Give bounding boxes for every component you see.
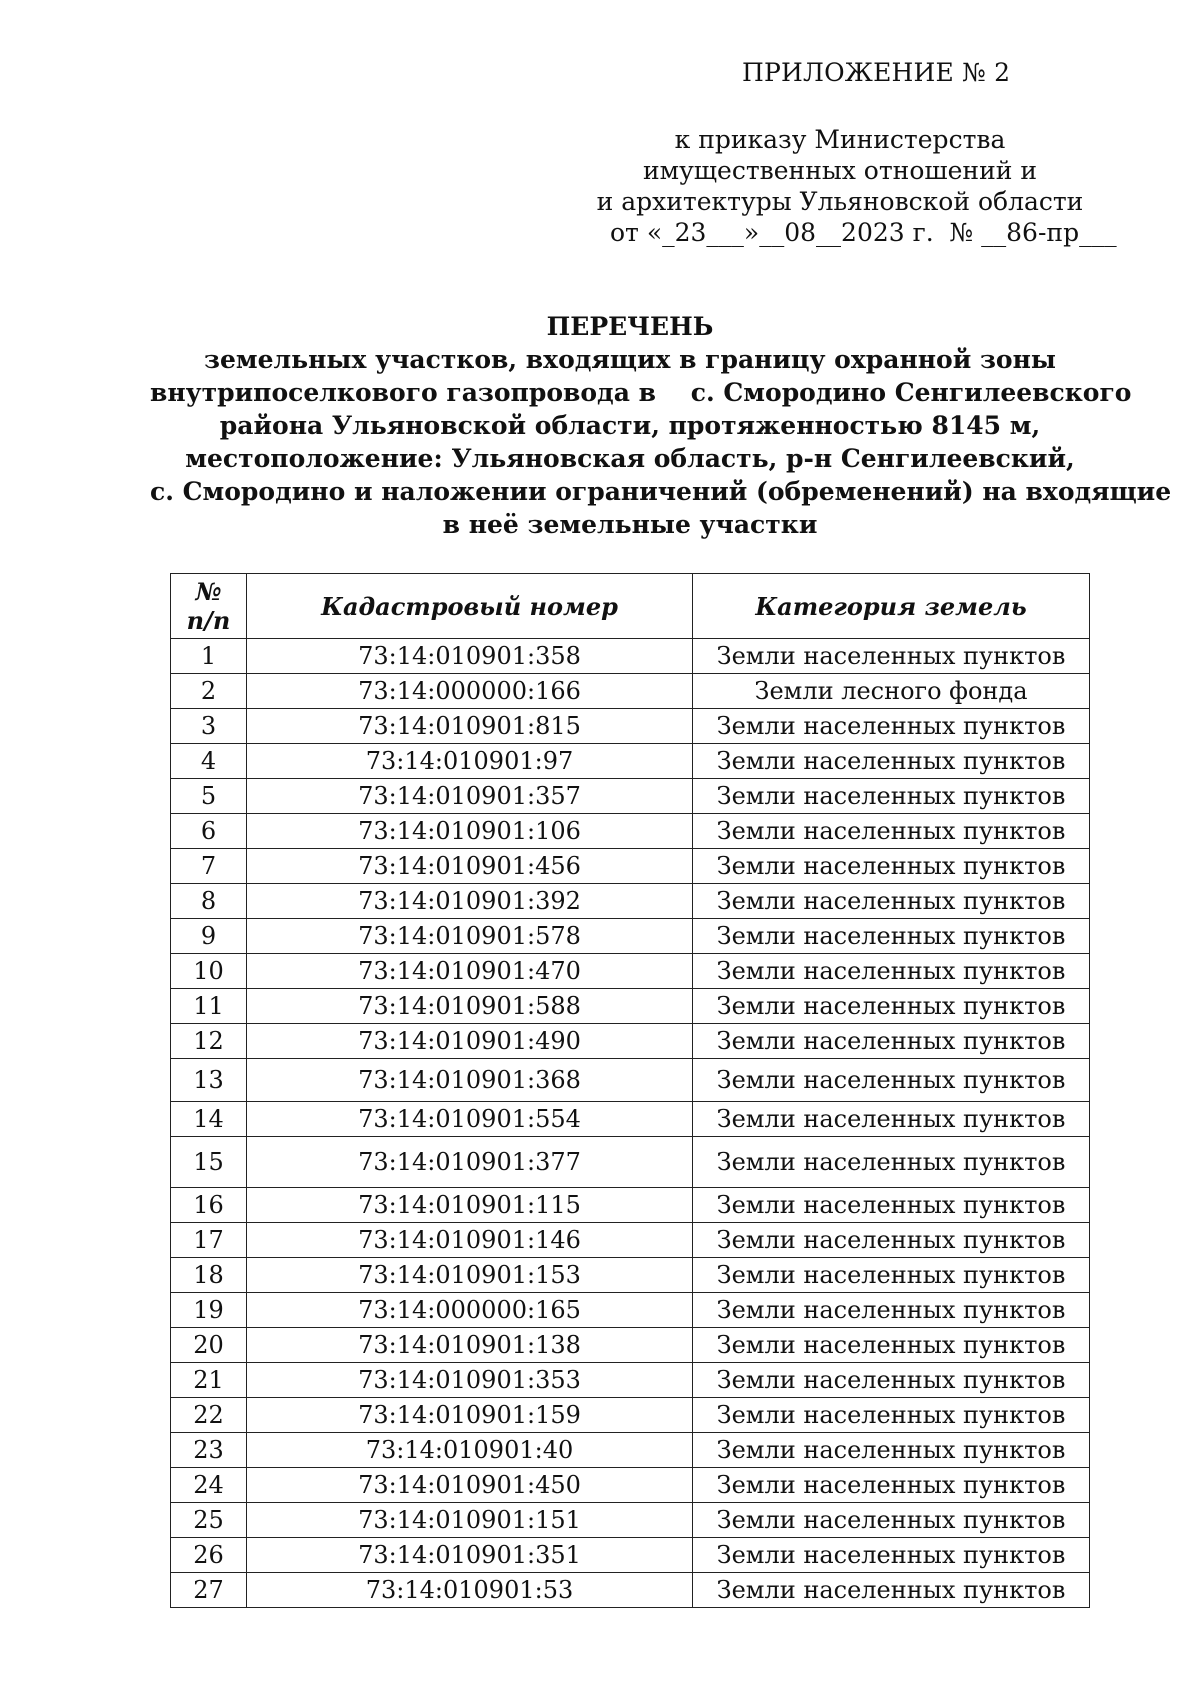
title-line: ПЕРЕЧЕНЬ [546,312,714,341]
row-number: 24 [171,1468,247,1503]
table-row [171,1433,1090,1468]
header-number-line2: п/п [186,606,231,635]
row-number: 27 [171,1573,247,1608]
title-line: внутрипоселкового газопровода в с. Смородино Сенгилеевского [150,378,1132,407]
table-row [171,919,1090,954]
cadastral-number: 73:14:010901:146 [247,1223,693,1258]
row-number: 8 [171,884,247,919]
land-category: Земли населенных пунктов [693,1363,1090,1398]
title-line: местоположение: Ульяновская область, р-н Сенгилеевский, [185,444,1075,473]
cadastral-number: 73:14:010901:115 [247,1188,693,1223]
order-date-number: от «_23___»__08__2023 г. № __86-пр___ [610,218,1117,247]
row-number: 12 [171,1024,247,1059]
land-category: Земли населенных пунктов [693,709,1090,744]
cadastral-number: 73:14:010901:358 [247,639,693,674]
cadastral-number: 73:14:010901:456 [247,849,693,884]
land-category: Земли населенных пунктов [693,1328,1090,1363]
row-number: 16 [171,1188,247,1223]
table-row [171,814,1090,849]
land-category: Земли населенных пунктов [693,1433,1090,1468]
table-row [171,884,1090,919]
cadastral-number: 73:14:010901:53 [247,1573,693,1608]
land-category: Земли населенных пунктов [693,744,1090,779]
table-row [171,1363,1090,1398]
row-number: 15 [171,1137,247,1188]
land-category: Земли населенных пунктов [693,1024,1090,1059]
land-plots-table [170,573,1090,1608]
land-category: Земли населенных пунктов [693,1258,1090,1293]
cadastral-number: 73:14:010901:368 [247,1059,693,1102]
cadastral-number: 73:14:010901:40 [247,1433,693,1468]
table-row [171,1258,1090,1293]
land-category: Земли населенных пунктов [693,779,1090,814]
row-number: 17 [171,1223,247,1258]
land-category: Земли населенных пунктов [693,884,1090,919]
land-category: Земли населенных пунктов [693,1137,1090,1188]
order-line: к приказу Министерства [674,125,1006,154]
cadastral-number: 73:14:000000:165 [247,1293,693,1328]
row-number: 25 [171,1503,247,1538]
row-number: 7 [171,849,247,884]
cadastral-number: 73:14:010901:554 [247,1102,693,1137]
cadastral-number: 73:14:010901:106 [247,814,693,849]
land-category: Земли населенных пунктов [693,1293,1090,1328]
table-row [171,639,1090,674]
table-row [171,1102,1090,1137]
row-number: 18 [171,1258,247,1293]
land-category: Земли населенных пунктов [693,1503,1090,1538]
table-row [171,849,1090,884]
document-title [150,310,1172,541]
row-number: 26 [171,1538,247,1573]
land-category: Земли населенных пунктов [693,1188,1090,1223]
table-row [171,1024,1090,1059]
table-row [171,989,1090,1024]
header-category: Категория земель [693,574,1090,639]
table-row [171,1137,1090,1188]
cadastral-number: 73:14:010901:450 [247,1468,693,1503]
title-line: с. Смородино и наложении ограничений (обременений) на входящие [150,477,1172,506]
land-category: Земли населенных пунктов [693,1223,1090,1258]
land-category: Земли населенных пунктов [693,1573,1090,1608]
row-number: 5 [171,779,247,814]
order-reference [560,124,1120,248]
land-category: Земли населенных пунктов [693,1538,1090,1573]
table-row [171,674,1090,709]
cadastral-number: 73:14:010901:470 [247,954,693,989]
header-number-line1: № [195,577,222,606]
land-category: Земли населенных пунктов [693,1468,1090,1503]
cadastral-number: 73:14:010901:151 [247,1503,693,1538]
table-header-row [171,574,1090,639]
table-row [171,1573,1090,1608]
cadastral-number: 73:14:010901:377 [247,1137,693,1188]
land-category: Земли населенных пунктов [693,1102,1090,1137]
cadastral-number: 73:14:010901:815 [247,709,693,744]
land-category: Земли населенных пунктов [693,919,1090,954]
row-number: 19 [171,1293,247,1328]
table-row [171,1328,1090,1363]
row-number: 14 [171,1102,247,1137]
cadastral-number: 73:14:010901:153 [247,1258,693,1293]
table-row [171,954,1090,989]
cadastral-number: 73:14:010901:159 [247,1398,693,1433]
table-row [171,709,1090,744]
row-number: 13 [171,1059,247,1102]
title-line: района Ульяновской области, протяженностью 8145 м, [219,411,1041,440]
header-cadastral: Кадастровый номер [247,574,693,639]
table-row [171,1188,1090,1223]
appendix-label: ПРИЛОЖЕНИЕ № 2 [742,58,1011,87]
header-number [171,574,247,639]
table-row [171,1503,1090,1538]
table-row [171,1059,1090,1102]
row-number: 21 [171,1363,247,1398]
title-line: земельных участков, входящих в границу охранной зоны [204,345,1056,374]
table-row [171,1538,1090,1573]
order-line: имущественных отношений и [642,156,1038,185]
land-category: Земли населенных пунктов [693,1398,1090,1433]
table-row [171,1293,1090,1328]
row-number: 10 [171,954,247,989]
cadastral-number: 73:14:010901:97 [247,744,693,779]
cadastral-number: 73:14:010901:490 [247,1024,693,1059]
cadastral-number: 73:14:010901:392 [247,884,693,919]
row-number: 4 [171,744,247,779]
land-category: Земли населенных пунктов [693,954,1090,989]
row-number: 22 [171,1398,247,1433]
land-category: Земли населенных пунктов [693,1059,1090,1102]
table-row [171,1468,1090,1503]
land-category: Земли населенных пунктов [693,814,1090,849]
table-row [171,779,1090,814]
cadastral-number: 73:14:010901:588 [247,989,693,1024]
table-row [171,744,1090,779]
table-row [171,1398,1090,1433]
cadastral-number: 73:14:010901:351 [247,1538,693,1573]
order-line: и архитектуры Ульяновской области [596,187,1084,216]
cadastral-number: 73:14:010901:138 [247,1328,693,1363]
cadastral-number: 73:14:010901:353 [247,1363,693,1398]
row-number: 20 [171,1328,247,1363]
land-category: Земли населенных пунктов [693,639,1090,674]
title-line: в неё земельные участки [442,510,818,539]
cadastral-number: 73:14:000000:166 [247,674,693,709]
row-number: 23 [171,1433,247,1468]
land-category: Земли лесного фонда [693,674,1090,709]
cadastral-number: 73:14:010901:357 [247,779,693,814]
row-number: 3 [171,709,247,744]
row-number: 11 [171,989,247,1024]
cadastral-number: 73:14:010901:578 [247,919,693,954]
land-category: Земли населенных пунктов [693,989,1090,1024]
table-row [171,1223,1090,1258]
land-category: Земли населенных пунктов [693,849,1090,884]
row-number: 9 [171,919,247,954]
row-number: 2 [171,674,247,709]
row-number: 6 [171,814,247,849]
row-number: 1 [171,639,247,674]
